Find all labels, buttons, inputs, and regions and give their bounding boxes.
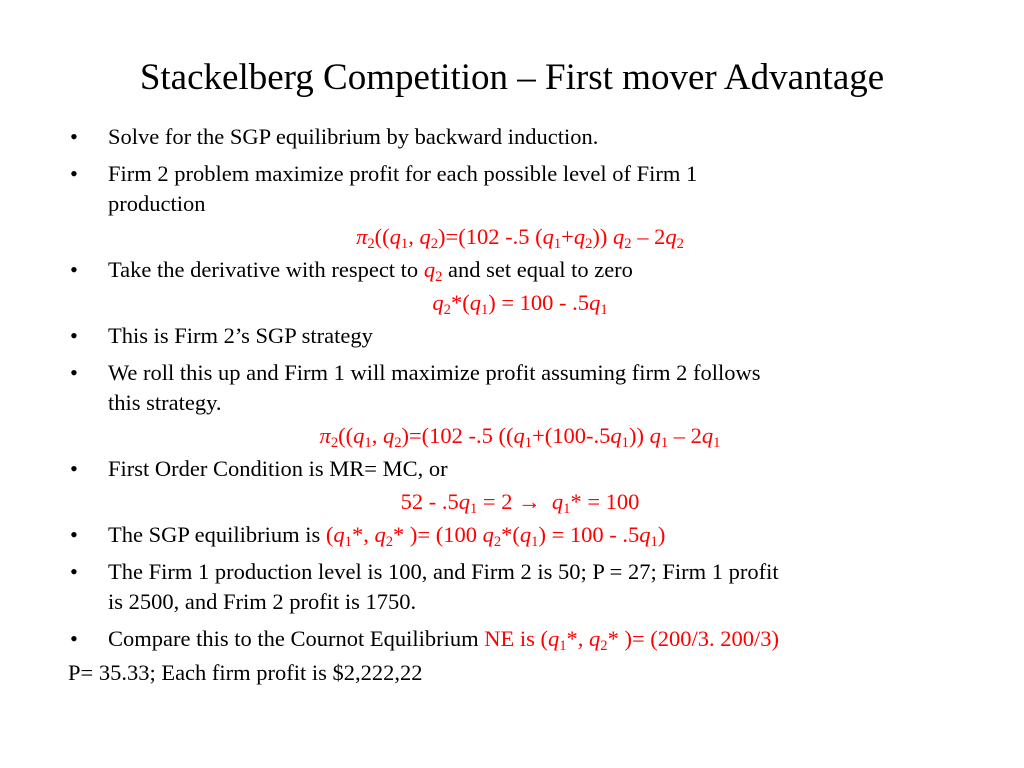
bullet-text: First Order Condition is MR= MC, or	[108, 456, 448, 481]
bullet-marker: •	[70, 456, 78, 481]
slide-body	[70, 122, 970, 688]
equation-firm1-profit: $\pi_2((q_1$, $q_2)=(102$ -.5 ($(q_1+(100-.5q_1))$ $q_1 - 2q_1$	[319, 423, 721, 452]
arrow-icon: →	[518, 489, 541, 514]
bullet-item	[70, 159, 970, 219]
bullet-item	[70, 321, 970, 351]
equation-foc-solution: $52 - .5q_1 = 2 \to q_1* = 100$	[400, 489, 640, 518]
bullet-item	[70, 358, 970, 418]
cournot-summary: P= 35.33; Each firm profit is $2,222,22	[68, 660, 423, 685]
bullet-text: We roll this up and Firm 1 will maximize profit assuming firm 2 follows this strategy.	[108, 360, 761, 415]
bullet-marker: •	[70, 124, 78, 149]
equation-best-response: $q_2*(q_1) = 100 - .5q_1$	[432, 290, 608, 319]
sgp-equilibrium-expression: ($q_1*$, $q_2*$ )= (100 $q_2*(q_1) = 100 - .5q_1$)	[325, 522, 666, 551]
bullet-text: This is Firm 2’s SGP strategy	[108, 323, 373, 348]
bullet-marker: •	[70, 559, 78, 584]
bullet-item	[70, 454, 970, 484]
bullet-marker: •	[70, 257, 78, 282]
bullet-item	[70, 122, 970, 152]
equation-firm2-profit: $\pi_2((q_1$, $q_2)=(102$ -.5 $(q_1+q_2)$) $q_2 - 2q_2$	[356, 224, 684, 253]
bullet-marker: •	[70, 626, 78, 651]
bullet-text: Solve for the SGP equilibrium by backward induction.	[108, 124, 599, 149]
nash-equilibrium-expression: NE is ($q_1*$, $q_2*$ )= (200/3. 200/3)	[484, 626, 780, 655]
bullet-item	[70, 557, 970, 617]
bullet-item	[70, 520, 970, 550]
bullet-marker: •	[70, 360, 78, 385]
bullet-text: The SGP equilibrium is ($q_1*$, $q_2*$ )= (100 $q_2*(q_1) = 100 - .5q_1$)	[108, 522, 666, 551]
slide-title: Stackelberg Competition – First mover Advantage	[139, 57, 885, 98]
bullet-item	[70, 255, 970, 285]
bullet-text: Firm 2 problem maximize profit for each possible level of Firm 1 production	[108, 161, 698, 216]
bullet-text: Compare this to the Cournot Equilibrium NE is ($q_1*$, $q_2*$ )= (200/3. 200/3)	[108, 626, 780, 655]
bullet-marker: •	[70, 323, 78, 348]
bullet-item	[70, 624, 970, 654]
bullet-marker: •	[70, 161, 78, 186]
bullet-marker: •	[70, 522, 78, 547]
bullet-text: Take the derivative with respect to $q_2$ and set equal to zero	[108, 257, 633, 286]
bullet-text: The Firm 1 production level is 100, and Firm 2 is 50; P = 27; Firm 1 profit is 2500, and Frim 2 profit is 1750.	[108, 559, 779, 614]
